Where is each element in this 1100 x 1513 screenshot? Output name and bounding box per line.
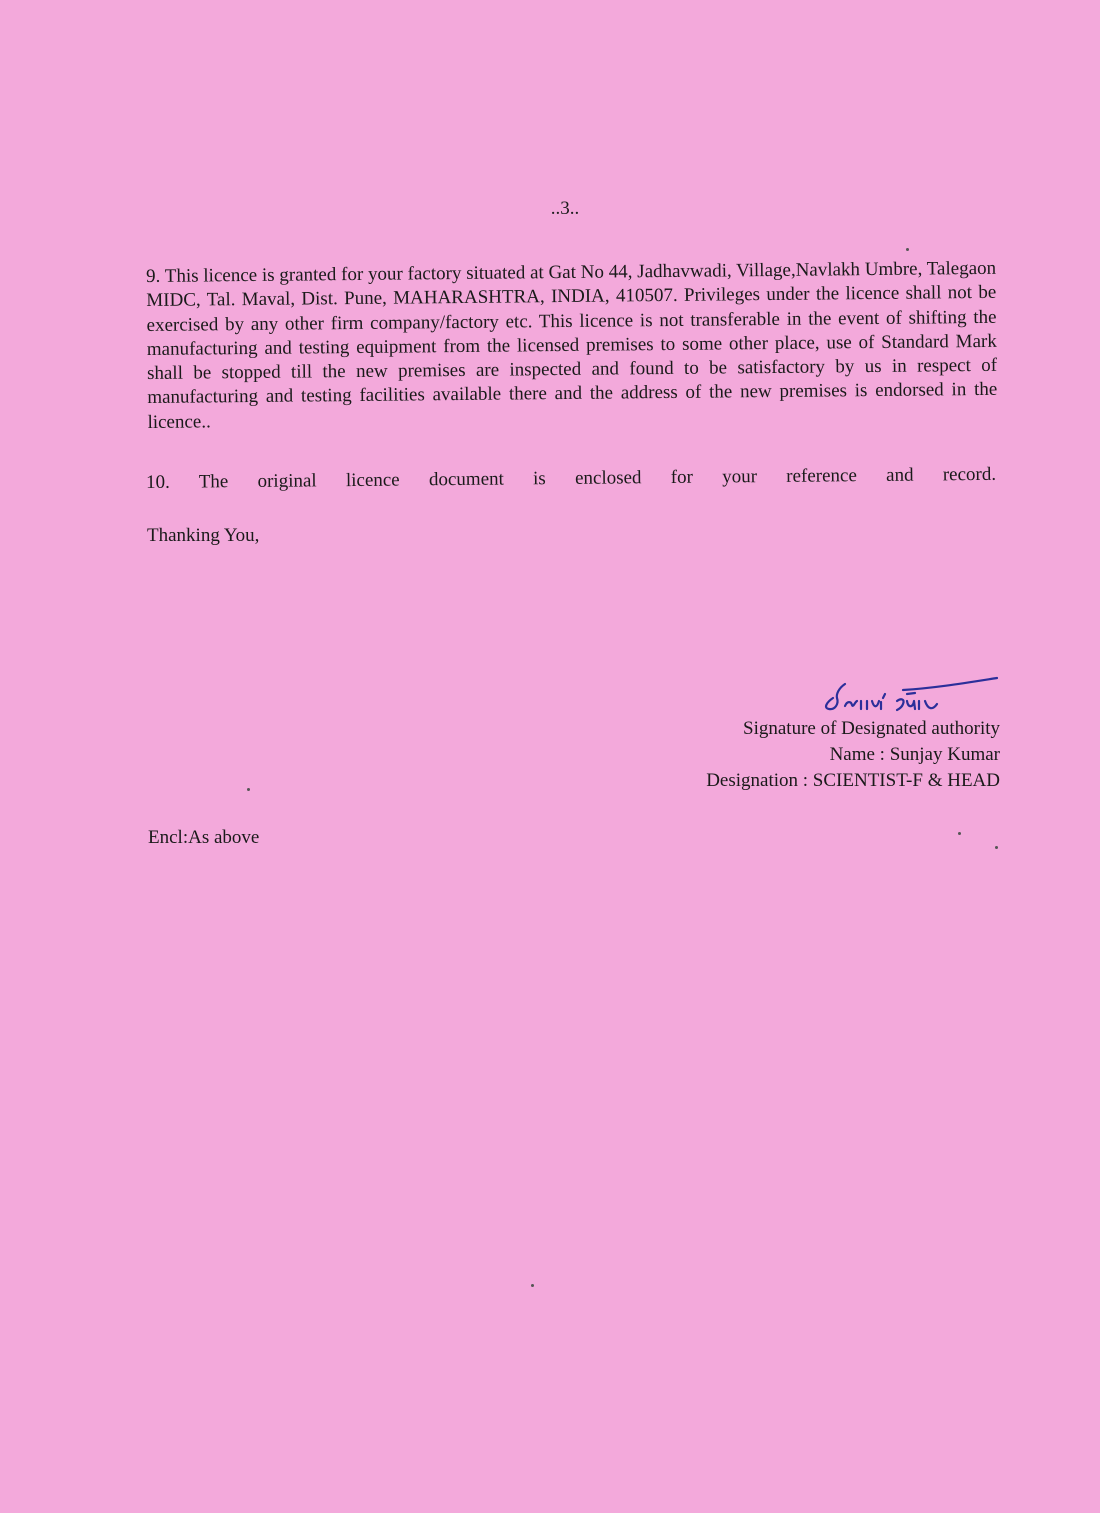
signatory-designation: Designation : SCIENTIST-F & HEAD <box>706 770 1000 791</box>
signature-caption: Signature of Designated authority <box>743 718 1000 739</box>
closing-salutation: Thanking You, <box>147 525 260 546</box>
signature-block <box>640 668 1000 794</box>
paper-speck <box>958 832 961 835</box>
paper-speck <box>906 248 909 251</box>
enclosure-note: Encl:As above <box>148 827 260 848</box>
paper-speck <box>531 1284 534 1287</box>
paper-speck <box>995 846 998 849</box>
page-number: ..3.. <box>550 198 580 219</box>
signatory-name: Name : Sunjay Kumar <box>829 744 1000 765</box>
paper-speck <box>247 788 250 791</box>
paragraph-9: 9. This licence is granted for your factory situated at Gat No 44, Jadhavwadi, Village,Navlakh Umbre, Talegaon MIDC, Tal. Maval, Dist. Pune, MAHARASHTRA, INDIA, 410507. Privileges under the licence shall not be exercised by any other firm company/factory etc. This licence is not transferable in the event of shifting the manufacturing and testing equipment from the licensed premises to some other place, use of Standard Mark shall be stopped till the new premises are inspected and found to be satisfactory by us in respect of manufacturing and testing facilities available there and the address of the new premises is endorsed in the licence.. <box>146 257 998 433</box>
handwritten-signature <box>815 668 1000 716</box>
paragraph-10: 10. The original licence document is enclosed for your reference and record. <box>146 463 997 493</box>
